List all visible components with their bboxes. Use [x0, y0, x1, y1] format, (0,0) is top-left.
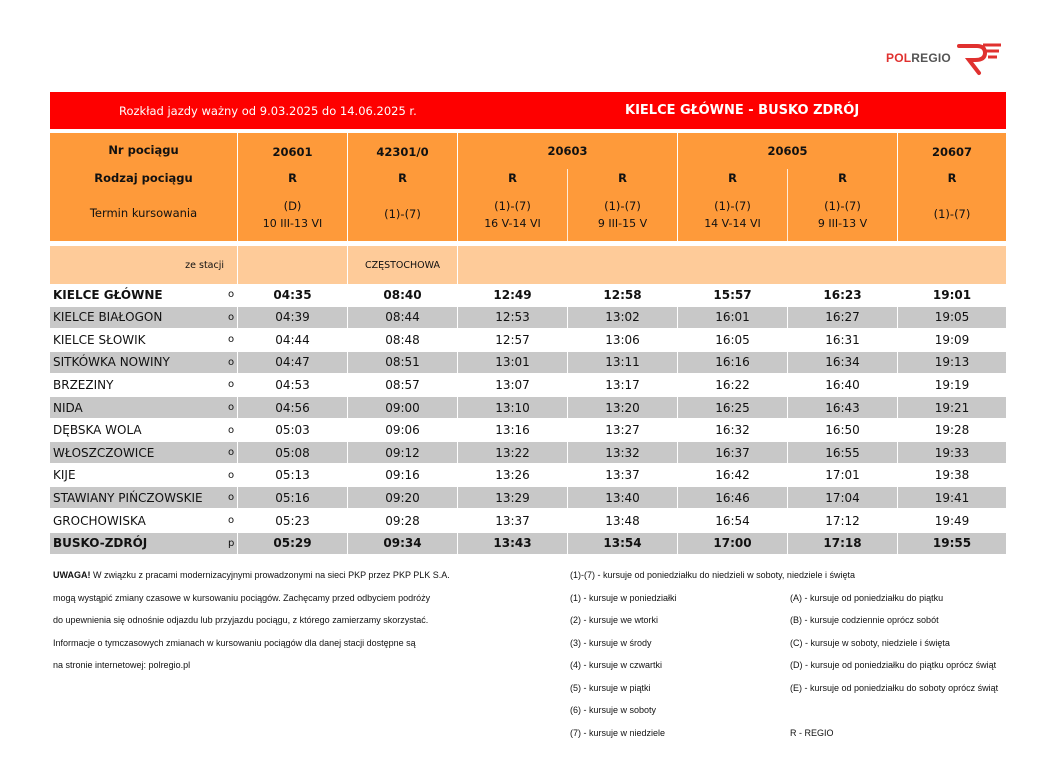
time-cell: 16:25	[678, 397, 787, 418]
from-station-rest	[458, 246, 1006, 284]
time-cell: 13:20	[568, 397, 677, 418]
timetable-header	[50, 133, 1006, 241]
station-name: STAWIANY PIŃCZOWSKIE	[53, 490, 203, 505]
station-name: SITKÓWKA NOWINY	[53, 355, 170, 370]
time-cell: 13:02	[568, 307, 677, 328]
time-cell: 05:29	[238, 533, 347, 554]
station-name: BUSKO-ZDRÓJ	[53, 536, 148, 551]
time-cell: 19:49	[934, 513, 970, 528]
station-name: KIELCE BIAŁOGON	[53, 310, 163, 325]
stop-marker: o	[228, 447, 235, 459]
station-name-cell	[50, 442, 237, 463]
station-name: GROCHOWISKA	[53, 513, 146, 528]
time-cell: 04:44	[275, 332, 310, 347]
stop-marker: o	[228, 515, 235, 526]
logo-text: POLREGIO	[886, 51, 951, 65]
time-cell: 19:19	[934, 377, 970, 392]
legend-item: (4) - kursuje w czwartki	[570, 660, 663, 670]
time-cell: 19:41	[898, 487, 1006, 508]
stop-marker: o	[228, 469, 235, 481]
station-name-cell	[50, 329, 237, 350]
time-cell: 16:22	[715, 377, 750, 392]
time-cell: 13:37	[495, 513, 530, 528]
legend-item: (2) - kursuje we wtorki	[570, 615, 659, 625]
station-row	[50, 533, 1006, 555]
time-cell: 16:42	[715, 468, 750, 483]
time-cell: 13:16	[495, 423, 530, 438]
train-type: R	[618, 171, 627, 185]
time-cell: 19:33	[898, 442, 1006, 463]
station-name-cell	[50, 487, 237, 508]
legend-item: (5) - kursuje w piątki	[570, 682, 651, 693]
station-name-cell	[50, 352, 237, 373]
time-cell: 09:28	[385, 513, 420, 528]
train-type: R	[288, 171, 297, 185]
station-name-cell	[50, 374, 237, 395]
legend-item: (1) - kursuje w poniedziałki	[570, 592, 677, 603]
train-days: (1)-(7)	[384, 207, 421, 221]
time-cell: 16:34	[788, 352, 897, 373]
time-cell: 19:21	[898, 397, 1006, 418]
time-cell: 16:32	[715, 423, 750, 438]
train-period: 9 III-13 V	[817, 217, 868, 230]
time-cell: 16:27	[788, 307, 897, 328]
time-cell: 13:06	[605, 332, 640, 347]
station-name-cell	[50, 533, 237, 554]
station-name: KIJE	[53, 468, 76, 483]
validity-period: Rozkład jazdy ważny od 9.03.2025 do 14.06.2025 r.	[119, 103, 417, 118]
time-cell: 19:55	[898, 533, 1006, 554]
station-name: KIELCE SŁOWIK	[53, 332, 146, 347]
time-cell: 16:31	[825, 332, 860, 347]
station-row	[50, 420, 1006, 442]
warning-label: UWAGA!	[53, 570, 91, 580]
legend-item: (B) - kursuje codziennie oprócz sobót	[790, 615, 939, 625]
notice-line: do upewnienia się odnośnie odjazdu lub przyjazdu pociągu, z którego zamierzamy skorzystać.	[53, 615, 429, 625]
stop-marker: o	[228, 379, 235, 391]
time-cell: 16:54	[715, 513, 750, 528]
station-row	[50, 307, 1006, 329]
train-number: 20601	[272, 145, 313, 159]
time-cell: 13:17	[605, 377, 640, 392]
time-cell: 13:27	[605, 423, 640, 438]
legend-rows	[570, 593, 1030, 751]
train-number: 20603	[547, 144, 588, 158]
station-row	[50, 397, 1006, 419]
header-labels	[50, 133, 237, 241]
stop-marker: o	[228, 289, 235, 300]
time-cell: 16:16	[678, 352, 787, 373]
station-row	[50, 352, 1006, 374]
time-cell: 13:37	[605, 468, 640, 483]
time-cell: 17:18	[788, 533, 897, 554]
legend-item: (A) - kursuje od poniedziałku do piątku	[790, 592, 944, 603]
train-days: (1)-(7)	[604, 199, 641, 213]
legend-item: (C) - kursuje w soboty, niedziele i święta	[790, 637, 950, 648]
time-cell: 09:12	[348, 442, 457, 463]
time-cell: 05:13	[275, 468, 310, 483]
time-cell: 17:12	[825, 513, 860, 528]
legend-item: (3) - kursuje w środy	[570, 637, 652, 648]
time-cell: 04:47	[238, 352, 347, 373]
train-number: 42301/0	[376, 145, 429, 159]
time-cell: 19:05	[898, 307, 1006, 328]
time-cell: 19:38	[934, 468, 970, 483]
time-cell: 09:06	[385, 423, 420, 438]
time-cell: 05:23	[275, 513, 310, 528]
station-name-cell	[50, 397, 237, 418]
train-column-42301	[348, 133, 457, 241]
train-column-20603	[458, 133, 677, 241]
train-column-20607	[898, 133, 1006, 241]
time-cell: 08:48	[385, 332, 420, 347]
time-cell: 19:13	[898, 352, 1006, 373]
station-row	[50, 374, 1006, 396]
time-cell: 12:57	[495, 332, 530, 347]
time-cell: 08:51	[348, 352, 457, 373]
from-station-label: ze stacji	[50, 246, 237, 284]
legend-row	[570, 683, 1030, 706]
station-row	[50, 465, 1006, 487]
timetable-title-bar	[50, 92, 1006, 129]
station-row	[50, 284, 1006, 306]
train-period: 10 III-13 VI	[262, 217, 323, 230]
station-name-cell	[50, 510, 237, 531]
time-cell: 13:07	[495, 377, 530, 392]
time-cell: 16:43	[788, 397, 897, 418]
notice-line	[53, 570, 450, 593]
time-cell: 13:10	[458, 397, 567, 418]
time-cell: 04:35	[273, 287, 312, 302]
train-type: R	[728, 171, 737, 185]
station-row	[50, 510, 1006, 532]
notice-line: mogą wystąpić zmiany czasowe w kursowaniu pociągów. Zachęcamy przed odbyciem podróży	[53, 592, 431, 603]
stop-marker: o	[228, 402, 235, 413]
time-cell: 13:32	[568, 442, 677, 463]
notice-line: na stronie internetowej: polregio.pl	[53, 660, 191, 670]
time-cell: 13:43	[458, 533, 567, 554]
train-column-20601	[238, 133, 347, 241]
time-cell: 09:34	[348, 533, 457, 554]
time-cell: 16:55	[788, 442, 897, 463]
time-cell: 09:00	[348, 397, 457, 418]
time-cell: 12:53	[458, 307, 567, 328]
time-cell: 16:23	[823, 287, 862, 302]
time-cell: 05:08	[238, 442, 347, 463]
legend-row	[570, 705, 1030, 728]
time-cell: 16:40	[825, 377, 860, 392]
time-cell: 16:37	[678, 442, 787, 463]
train-type: R	[947, 171, 957, 185]
legend-block	[570, 570, 1030, 750]
station-name: KIELCE GŁÓWNE	[53, 287, 163, 302]
stop-marker: o	[228, 311, 235, 323]
time-cell: 13:48	[605, 513, 640, 528]
train-days: (1)-(7)	[714, 199, 751, 213]
train-period: 9 III-15 V	[597, 217, 648, 230]
train-type: R	[838, 171, 847, 185]
station-name-cell	[50, 465, 237, 486]
station-row	[50, 442, 1006, 464]
time-cell: 08:57	[385, 377, 420, 392]
time-cell: 12:58	[603, 287, 642, 302]
train-type: R	[508, 171, 517, 185]
legend-item: (E) - kursuje od poniedziałku do soboty oprócz świąt	[790, 682, 999, 693]
time-cell: 08:40	[383, 287, 422, 302]
time-cell: 19:09	[934, 332, 970, 347]
train-days: (1)-(7)	[824, 199, 861, 213]
legend-row	[570, 638, 1030, 661]
legend-row	[570, 615, 1030, 638]
time-cell: 16:50	[825, 423, 860, 438]
legend-item: R - REGIO	[790, 727, 834, 738]
train-period: 16 V-14 VI	[484, 217, 541, 230]
label-train-no: Nr pociągu	[108, 143, 179, 157]
route-name: KIELCE GŁÓWNE - BUSKO ZDRÓJ	[625, 103, 860, 118]
from-station-row	[50, 246, 1006, 284]
train-type: R	[398, 171, 407, 185]
train-days: (1)-(7)	[494, 199, 531, 213]
time-cell: 09:20	[348, 487, 457, 508]
stop-marker: o	[228, 424, 235, 436]
legend-item: (7) - kursuje w niedziele	[570, 727, 666, 738]
stop-marker: p	[228, 537, 235, 549]
station-row	[50, 487, 1006, 509]
time-cell: 16:01	[678, 307, 787, 328]
time-cell: 08:44	[348, 307, 457, 328]
stop-marker: o	[228, 334, 235, 346]
time-cell: 17:04	[788, 487, 897, 508]
train-days: (D)	[283, 199, 302, 213]
legend-row	[570, 593, 1030, 616]
time-cell: 13:26	[495, 468, 530, 483]
from-station-20601	[238, 246, 347, 284]
polregio-logo	[886, 40, 1003, 76]
legend-item: (D) - kursuje od poniedziałku do piątku oprócz świąt	[790, 660, 997, 670]
time-cell: 15:57	[713, 287, 752, 302]
time-cell: 05:16	[238, 487, 347, 508]
from-station-42301: CZĘSTOCHOWA	[348, 246, 457, 284]
train-column-20605	[678, 133, 897, 241]
time-cell: 12:49	[493, 287, 532, 302]
time-cell: 13:22	[458, 442, 567, 463]
legend-item: (6) - kursuje w soboty	[570, 705, 657, 715]
legend-all-days: (1)-(7) - kursuje od poniedziałku do niedzieli w soboty, niedziele i święta	[570, 570, 855, 580]
time-cell: 05:03	[275, 423, 310, 438]
time-cell: 16:05	[715, 332, 750, 347]
time-cell: 04:56	[238, 397, 347, 418]
train-number: 20607	[931, 145, 972, 159]
time-cell: 13:11	[568, 352, 677, 373]
notice-text: W związku z pracami modernizacyjnymi prowadzonymi na sieci PKP przez PKP PLK S.A.	[90, 570, 450, 580]
time-cell: 17:00	[678, 533, 787, 554]
polregio-logo-icon	[955, 40, 1003, 76]
station-name-cell	[50, 284, 237, 305]
station-name: NIDA	[53, 400, 83, 415]
time-cell: 09:16	[385, 468, 420, 483]
time-cell: 19:01	[932, 287, 972, 302]
station-name-cell	[50, 420, 237, 441]
station-name: BRZEZINY	[53, 377, 114, 392]
notice-line: Informacje o tymczasowych zmianach w kursowaniu pociągów dla danej stacji dostępne są	[53, 637, 416, 648]
legend-row	[570, 728, 1030, 751]
time-cell: 13:54	[568, 533, 677, 554]
stop-marker: o	[228, 356, 235, 368]
station-name-cell	[50, 307, 237, 328]
time-cell: 04:53	[275, 377, 310, 392]
time-cell: 17:01	[825, 468, 860, 483]
legend-row	[570, 660, 1030, 683]
stop-marker: o	[228, 492, 235, 504]
time-cell: 13:40	[568, 487, 677, 508]
time-cell: 19:28	[934, 423, 970, 438]
station-row	[50, 329, 1006, 351]
train-number: 20605	[767, 144, 808, 158]
time-cell: 04:39	[238, 307, 347, 328]
label-schedule: Termin kursowania	[89, 206, 198, 220]
time-cell: 16:46	[678, 487, 787, 508]
train-days: (1)-(7)	[933, 207, 971, 221]
train-period: 14 V-14 VI	[704, 217, 761, 230]
notice-block	[53, 570, 450, 683]
station-name: DĘBSKA WOLA	[53, 423, 142, 438]
station-name: WŁOSZCZOWICE	[53, 445, 155, 460]
time-cell: 13:29	[458, 487, 567, 508]
time-cell: 13:01	[458, 352, 567, 373]
label-train-type: Rodzaj pociągu	[94, 171, 193, 185]
